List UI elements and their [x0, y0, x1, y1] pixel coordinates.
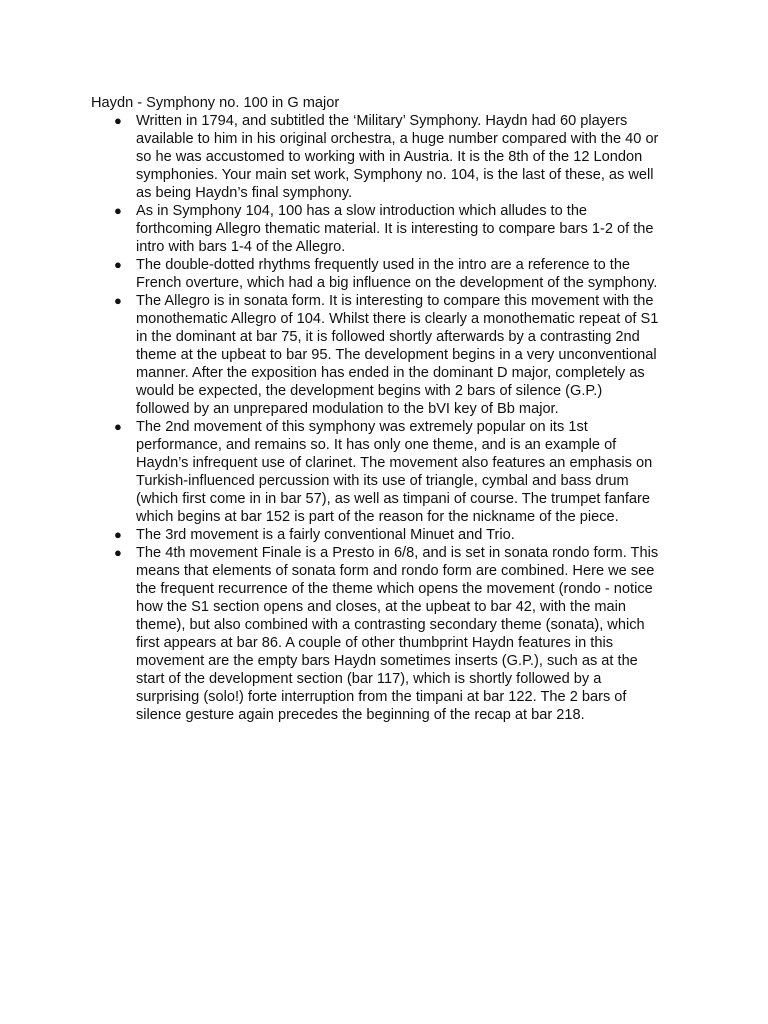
paragraph-line: The 2nd movement of this symphony was extremely popular on its 1st — [136, 419, 588, 435]
bullet-dot: ● — [114, 545, 122, 560]
bullet-dot: ● — [114, 203, 122, 218]
paragraph-line: Haydn’s infrequent use of clarinet. The movement also features an emphasis on — [136, 455, 653, 471]
bullet-paragraph — [91, 256, 685, 292]
paragraph-line: start of the development section (bar 117), which is shortly followed by a — [136, 671, 602, 687]
paragraph-line: which begins at bar 152 is part of the reason for the nickname of the piece. — [136, 509, 619, 525]
paragraph-line: in the dominant at bar 75, it is followed shortly afterwards by a contrasting 2nd — [136, 329, 640, 345]
bullet-dot: ● — [114, 527, 122, 542]
paragraph-line: surprising (solo!) forte interruption from the timpani at bar 122. The 2 bars of — [136, 689, 627, 705]
paragraph-line: (which first come in in bar 57), as well as timpani of course. The trumpet fanfare — [136, 491, 650, 507]
paragraph-line: how the S1 section opens and closes, at the upbeat to bar 42, with the main — [136, 599, 627, 615]
paragraph-line: The 3rd movement is a fairly conventional Minuet and Trio. — [136, 527, 515, 543]
bullet-paragraph — [91, 202, 685, 256]
paragraph-line: symphonies. Your main set work, Symphony no. 104, is the last of these, as well — [136, 167, 654, 183]
document-body — [91, 94, 685, 724]
paragraph-line: silence gesture again precedes the beginning of the recap at bar 218. — [136, 707, 585, 723]
paragraph-line: As in Symphony 104, 100 has a slow introduction which alludes to the — [136, 203, 588, 219]
paragraph-line: forthcoming Allegro thematic material. It is interesting to compare bars 1-2 of the — [136, 221, 654, 237]
bullet-paragraph — [91, 526, 685, 544]
bullet-list — [91, 112, 685, 724]
paragraph-line: The 4th movement Finale is a Presto in 6/8, and is set in sonata rondo form. This — [136, 545, 659, 561]
paragraph-line: as being Haydn’s final symphony. — [136, 185, 353, 201]
paragraph-line: Turkish-influenced percussion with its use of triangle, cymbal and bass drum — [136, 473, 629, 489]
paragraph-line: manner. After the exposition has ended in the dominant D major, completely as — [136, 365, 645, 381]
paragraph-line: French overture, which had a big influence on the development of the symphony. — [136, 275, 658, 291]
paragraph-line: performance, and remains so. It has only one theme, and is an example of — [136, 437, 617, 453]
paragraph-line: means that elements of sonata form and rondo form are combined. Here we see — [136, 563, 655, 579]
paragraph-line: first appears at bar 86. A couple of other thumbprint Haydn features in this — [136, 635, 614, 651]
bullet-paragraph — [91, 544, 685, 724]
bullet-paragraph — [91, 112, 685, 202]
paragraph-line: The double-dotted rhythms frequently used in the intro are a reference to the — [136, 257, 631, 273]
paragraph-line: theme at the upbeat to bar 95. The development begins in a very unconventional — [136, 347, 657, 363]
paragraph-line: followed by an unprepared modulation to the bVI key of Bb major. — [136, 401, 559, 417]
bullet-dot: ● — [114, 419, 122, 434]
bullet-dot: ● — [114, 257, 122, 272]
bullet-paragraph — [91, 292, 685, 418]
paragraph-line: The Allegro is in sonata form. It is interesting to compare this movement with the — [136, 293, 654, 309]
bullet-dot: ● — [114, 293, 122, 308]
paragraph-line: intro with bars 1-4 of the Allegro. — [136, 239, 346, 255]
document-title: Haydn - Symphony no. 100 in G major — [91, 95, 340, 111]
paragraph-line: would be expected, the development begins with 2 bars of silence (G.P.) — [136, 383, 603, 399]
paragraph-line: available to him in his original orchestra, a huge number compared with the 40 or — [136, 131, 659, 147]
paragraph-line: movement are the empty bars Haydn sometimes inserts (G.P.), such as at the — [136, 653, 638, 669]
bullet-paragraph — [91, 418, 685, 526]
paragraph-line: so he was accustomed to working with in Austria. It is the 8th of the 12 London — [136, 149, 643, 165]
bullet-dot: ● — [114, 113, 122, 128]
paragraph-line: theme), but also combined with a contrasting secondary theme (sonata), which — [136, 617, 645, 633]
paragraph-line: monothematic Allegro of 104. Whilst there is clearly a monothematic repeat of S1 — [136, 311, 659, 327]
paragraph-line: Written in 1794, and subtitled the ‘Military’ Symphony. Haydn had 60 players — [136, 113, 628, 129]
paragraph-line: the frequent recurrence of the theme which opens the movement (rondo - notice — [136, 581, 653, 597]
